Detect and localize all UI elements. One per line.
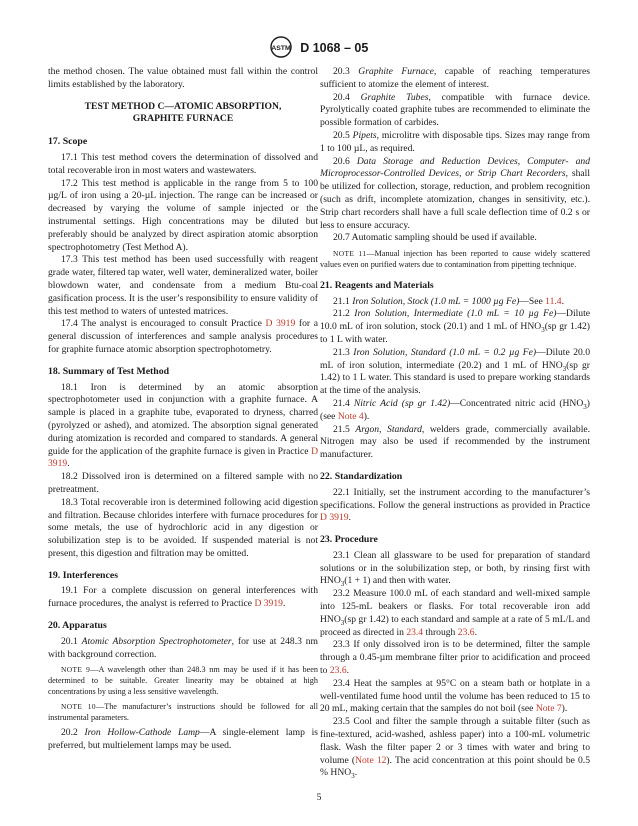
text-segment: . — [282, 598, 286, 610]
text-segment: —A single-element lamp is preferred, but multielement lamps may be used. — [48, 727, 318, 752]
text-segment: 23.2 Measure 100.0 mL of each standard and well-mixed sample into 125-mL beakers or flasks. For total recoverable iron add HNO — [320, 588, 590, 625]
italic-term: Graphite Furnace — [358, 66, 434, 77]
text-segment: 23.3 If only dissolved iron is to be determined, filter the sample through a 0.45-µm membrane filter prior to acidification and proceed to — [320, 639, 590, 677]
link-d3919[interactable]: D 3919 — [320, 512, 349, 524]
text-segment: 23.5 Cool and filter the sample through a suitable filter (such as fine-textured, acid-washed, ashless paper) into a 100-mL volumetric flask. Wash the filter paper 2 or 3 times with water and bring to volume ( — [320, 716, 590, 766]
text-segment: 23.1 Clean all glassware to be used for preparation of standard solutions or in the solubilization step, or both, by rinsing first with HNO — [320, 549, 590, 587]
text-segment: —Dilute 10.0 mL of iron solution, stock (20.1) and 1 mL of HNO — [320, 308, 591, 333]
paragraph-17-3: 17.3 This test method has been used successfully with reagent grade water, filtered tap water, well water, demineralized water, boiler blowdown water, and condensate from a medium Btu-coal gasification process. It is the user’s responsibility to ensure validity of this test method to waters of untested matrices. — [48, 254, 318, 317]
section-21-heading: 21. Reagents and Materials — [320, 279, 434, 291]
text-segment: . — [354, 767, 358, 779]
paragraph-21-3 — [320, 347, 590, 398]
paragraph-18-2: 18.2 Dissolved iron is determined on a filtered sample with no pretreatment. — [48, 471, 318, 495]
paragraph-23-1 — [320, 550, 590, 588]
subscript: 3 — [351, 772, 355, 781]
text-segment: (1 + 1) and then with water. — [344, 575, 451, 587]
text-segment: (sp gr 1.42) to 1 L with water. — [320, 321, 590, 345]
text-segment: . — [348, 512, 351, 524]
paragraph-23-2 — [320, 588, 590, 639]
text-segment: ). — [561, 703, 568, 715]
text-segment: through — [423, 626, 458, 638]
page-number: 5 — [316, 792, 322, 803]
paragraph-20-3 — [320, 66, 590, 92]
subscript: 3 — [583, 402, 587, 411]
text-segment: , for use at 248.3 nm with background correction. — [48, 635, 318, 660]
link-section-23-6[interactable]: 23.6 — [329, 665, 347, 677]
intro-paragraph: the method chosen. The value obtained must fall within the control limits established by the laboratory. — [48, 66, 318, 90]
text-segment: for a general discussion of interferences and sample analysis procedures for graphite furnace atomic absorption spectrophotometry. — [48, 318, 319, 355]
link-note-4[interactable]: Note 4 — [337, 410, 364, 422]
method-title — [48, 101, 318, 127]
paragraph-21-4 — [320, 398, 590, 424]
italic-term: Argon, Standard — [355, 423, 422, 435]
text-segment: 21.4 — [333, 397, 354, 409]
paragraph-18-3: 18.3 Total recoverable iron is determined following acid digestion and filtration. Because chlorides interfere with furnace procedures for some metals, the use of hydrochloric acid in any digestion or solubilization step is to be avoided. If suspended material is not present, this digestion and filtration may be omitted. — [48, 496, 318, 559]
text-segment: ). — [363, 410, 370, 422]
subscript: 3 — [340, 618, 345, 627]
text-segment: 21.3 — [333, 346, 354, 358]
note-text: —A wavelength other than 248.3 nm may be used if it has been determined to be suitable. Greater linearity may be obtained at high concentrations by using a less sensitive wavelength. — [48, 665, 318, 697]
text-segment: , capable of reaching temperatures sufficient to atomize the element of interest. — [320, 66, 590, 90]
link-note-12[interactable]: Note 12 — [355, 754, 387, 766]
text-segment: 21.2 — [333, 308, 355, 320]
text-segment: . — [474, 626, 477, 638]
section-17-heading: 17. Scope — [48, 136, 88, 148]
section-19-heading: 19. Interferences — [48, 569, 119, 581]
left-column — [48, 66, 318, 753]
astm-logo — [270, 36, 292, 61]
italic-term: Graphite Tubes — [360, 91, 429, 103]
link-d3919[interactable]: D 3919 — [265, 318, 296, 330]
paragraph-20-2 — [48, 727, 318, 753]
paragraph-20-1 — [48, 636, 318, 662]
text-segment: 20.1 — [61, 635, 82, 647]
method-title-line-1: TEST METHOD C—ATOMIC ABSORPTION, — [84, 100, 282, 112]
italic-term: Iron Hollow-Cathode Lamp — [84, 727, 200, 739]
text-segment: —See — [519, 295, 546, 307]
text-segment: , shall be utilized for collection, storage, reduction, and problem recognition (such as drift, incomplete atomization, changes in sensitivity, etc.). Strip chart recorders shall have a full scale deflection time of 0.2 s or less to ensure accuracy. — [320, 168, 591, 231]
italic-term: Nitric Acid (sp gr 1.42) — [353, 397, 451, 409]
text-segment: 23.4 Heat the samples at 95°C on a steam bath or hotplate in a well-ventilated fume hood until the volume has been reduced to 15 to 20 mL, making certain that the samples do not boil (see — [320, 677, 590, 715]
paragraph-18-1 — [48, 382, 318, 472]
text-segment: , welders grade, commercially available. Nitrogen may also be used if recommended by the instrument manufacturer. — [320, 423, 591, 461]
link-section-11-4[interactable]: 11.4 — [545, 295, 562, 307]
section-22-heading: 22. Standardization — [320, 470, 403, 482]
text-segment: 20.3 — [333, 66, 359, 77]
note-label: NOTE 11 — [333, 249, 367, 259]
text-segment: 22.1 Initially, set the instrument according to the manufacturer’s specifications. Follow the general instructions as provided in Practice — [320, 486, 590, 511]
text-segment: 20.5 — [333, 129, 353, 141]
note-11 — [320, 249, 590, 271]
italic-term: Iron Solution, Intermediate (1.0 mL = 10 µg Fe) — [354, 308, 557, 320]
text-segment: —Concentrated nitric acid (HNO — [450, 397, 584, 409]
text-segment: . — [67, 458, 70, 470]
paragraph-20-4 — [320, 92, 590, 130]
paragraph-21-1 — [320, 296, 590, 309]
link-section-23-4[interactable]: 23.4 — [406, 626, 424, 638]
section-20-heading: 20. Apparatus — [48, 620, 107, 632]
paragraph-23-3 — [320, 639, 590, 677]
text-segment: 20.2 — [61, 727, 85, 739]
note-text: —The manufacturer’s instructions should be followed for all instrumental parameters. — [48, 701, 318, 722]
link-d3919[interactable]: D 3919 — [48, 445, 318, 470]
text-segment: —Dilute 20.0 mL of iron solution, intermediate (20.2) and 1 mL of HNO — [320, 346, 590, 371]
subscript: 3 — [562, 364, 567, 373]
italic-term: Iron Solution, Stock (1.0 mL = 1000 µg Fe) — [352, 295, 520, 307]
astm-logo-text: ASTM — [271, 44, 291, 52]
text-segment: ). The acid concentration at this point should be 0.5 % HNO — [320, 754, 590, 779]
text-segment: 20.6 — [333, 155, 357, 167]
note-label: NOTE 10 — [61, 701, 96, 711]
italic-term: Pipets — [352, 129, 377, 141]
paragraph-21-5 — [320, 424, 590, 462]
paragraph-20-7: 20.7 Automatic sampling should be used if available. — [333, 232, 537, 244]
paragraph-17-2: 17.2 This test method is applicable in the range from 5 to 100 µg/L of iron using a 20-µL injection. The range can be increased or decreased by varying the volume of sample injected or the instrumental settings. High concentrations may be diluted but preferably should be analyzed by direct aspiration atomic absorption spectrophotometry (Test Method A). — [48, 177, 318, 253]
right-column — [320, 66, 590, 780]
text-segment: (sp gr 1.42) to each standard and sample at a rate of 5 mL/L and proceed as directed in — [320, 613, 590, 638]
subscript: 3 — [340, 580, 345, 589]
note-label: NOTE 9 — [61, 665, 91, 675]
paragraph-23-4 — [320, 678, 590, 716]
page-header — [0, 36, 638, 61]
paragraph-21-2 — [320, 308, 590, 346]
section-23-heading: 23. Procedure — [320, 534, 378, 546]
paragraph-17-4 — [48, 318, 318, 356]
italic-term: Iron Solution, Standard (1.0 mL = 0.2 µg Fe) — [353, 346, 537, 358]
link-d3919[interactable]: D 3919 — [254, 598, 283, 610]
text-segment: , compatible with furnace device. Pyrolytically coated graphite tubes are recommended to eliminate the possible formation of carbides. — [320, 91, 590, 129]
paragraph-23-5 — [320, 716, 590, 780]
text-segment: , microlitre with disposable tips. Sizes may range from 1 to 100 µL, as required. — [320, 129, 591, 154]
text-segment: . — [561, 295, 564, 307]
text-segment: 20.4 — [333, 91, 361, 103]
link-section-23-6[interactable]: 23.6 — [457, 626, 475, 638]
italic-term: Data Storage and Reduction Devices, Computer- and Microprocessor-Controlled Devices, or Strip Chart Recorders — [320, 155, 590, 180]
note-text: —Manual injection has been reported to cause widely scattered values even on purified waters due to contamination from pipetting technique. — [320, 249, 591, 269]
text-segment: ) (see — [320, 397, 590, 422]
text-segment: 17.4 The analyst is encouraged to consult Practice — [61, 318, 266, 330]
text-segment: 19.1 For a complete discussion on general interferences with furnace procedures, the analyst is referred to Practice — [48, 585, 318, 610]
text-segment: . — [346, 665, 350, 677]
text-segment: 21.1 — [333, 295, 353, 307]
paragraph-19-1 — [48, 585, 318, 611]
method-title-line-2: GRAPHITE FURNACE — [132, 113, 234, 125]
document-designation: D 1068 – 05 — [300, 40, 369, 55]
paragraph-20-6 — [320, 156, 590, 233]
section-18-heading: 18. Summary of Test Method — [48, 365, 170, 377]
italic-term: Atomic Absorption Spectrophotometer — [81, 635, 232, 647]
paragraph-17-1: 17.1 This test method covers the determination of dissolved and total recoverable iron in most waters and wastewaters. — [48, 151, 318, 176]
subscript: 3 — [541, 326, 545, 335]
text-segment: 18.1 Iron is determined by an atomic absorption spectrophotometer used in conjunction with a graphite furnace. A sample is placed in a graphite tube, evaporated to dryness, charred (pyrolyzed or ashed), and atomized. The absorption signal generated during atomization is recorded and compared to standards. A general guide for the application of the graphite furnace is given in Practice — [48, 381, 318, 457]
text-segment: (sp gr 1.42) to 1 L water. This standard is used to prepare working standards at the time of the analysis. — [320, 359, 590, 397]
paragraph-20-5 — [320, 130, 590, 156]
note-10 — [48, 702, 318, 724]
link-note-7[interactable]: Note 7 — [535, 703, 562, 715]
paragraph-22-1 — [320, 487, 590, 525]
note-9 — [48, 665, 318, 697]
text-segment: 21.5 — [333, 423, 356, 435]
astm-logo-mark — [270, 36, 292, 58]
